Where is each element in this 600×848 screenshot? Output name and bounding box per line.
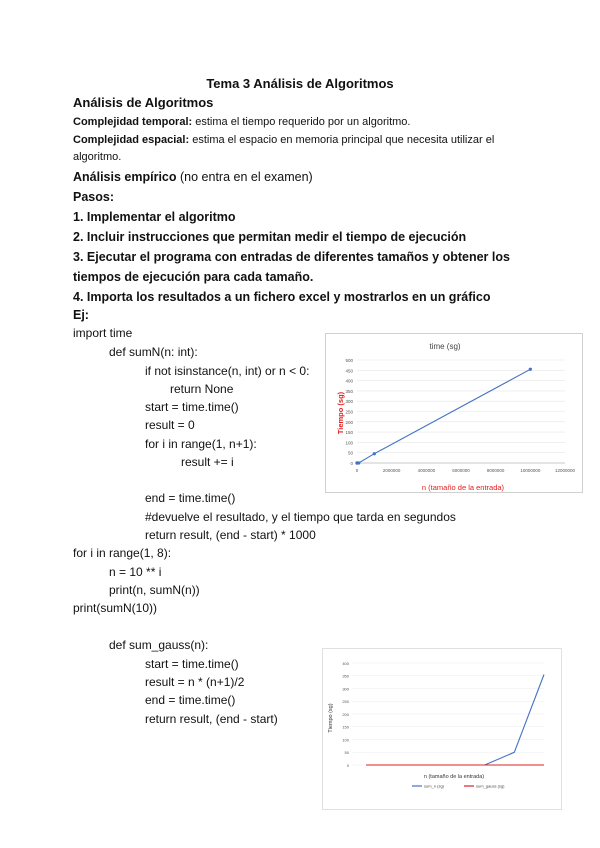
step-3-cont: tiempos de ejecución para cada tamaño. (73, 270, 314, 284)
chart-1-ylabel: Tiempo (sg) (336, 391, 345, 435)
chart-1-xtick: 6000000 (452, 468, 470, 473)
code-line: return None (170, 382, 234, 396)
chart-1-ytick: 300 (345, 399, 353, 405)
chart-1-ytick: 100 (345, 440, 353, 446)
chart-2-ytick: 150 (342, 724, 349, 730)
ej-label: Ej: (73, 308, 89, 322)
espacial-desc: estima el espacio en memoria principal que necesita utilizar el (192, 134, 495, 146)
code-line: #devuelve el resultado, y el tiempo que tarda en segundos (145, 510, 456, 524)
chart-2-ytick: 400 (342, 660, 349, 666)
step-1: 1. Implementar el algoritmo (73, 210, 236, 224)
chart-1-ytick: 150 (345, 430, 353, 436)
code-line: result = 0 (145, 418, 195, 432)
pasos-label: Pasos: (73, 190, 114, 204)
chart-1-xtick: 8000000 (486, 468, 505, 473)
empirico-bold: Análisis empírico (73, 170, 177, 184)
chart-1-xtick: 2000000 (382, 468, 401, 473)
chart-1-point (373, 452, 376, 455)
espacial-line (73, 134, 494, 146)
code-line: def sum_gauss(n): (109, 638, 209, 652)
code-line: if not isinstance(n, int) or n < 0: (145, 364, 310, 378)
chart-2-ytick: 200 (342, 711, 349, 717)
chart-time-vs-n (325, 333, 583, 493)
code-line: def sumN(n: int): (109, 345, 198, 359)
code-line: start = time.time() (145, 400, 239, 414)
code-line: for i in range(1, n+1): (145, 437, 257, 451)
chart-2-svg (322, 648, 562, 810)
chart-1-ytick: 350 (345, 388, 353, 394)
chart-2-ytick: 250 (342, 699, 349, 705)
code-line: result = n * (n+1)/2 (145, 675, 245, 689)
code-line: import time (73, 326, 133, 340)
chart-2-ylabel: Tiempo (sg) (328, 703, 334, 733)
code-line: print(sumN(10)) (73, 601, 158, 615)
chart-2-legend-label: sum_gauss (sg) (476, 783, 505, 789)
code-line: for i in range(1, 8): (73, 546, 172, 560)
step-4: 4. Importa los resultados a un fichero excel y mostrarlos en un gráfico (73, 290, 491, 304)
chart-1-ytick: 450 (345, 368, 353, 374)
section-heading: Análisis de Algoritmos (73, 95, 214, 110)
chart-sum-comparison (322, 648, 562, 810)
chart-1-xlabel: n (tamaño de la entrada) (421, 483, 505, 492)
code-line: start = time.time() (145, 657, 239, 671)
chart-1-title: time (sg) (429, 342, 461, 351)
chart-1-xtick: 12000000 (554, 468, 576, 473)
empirico-note: (no entra en el examen) (180, 170, 313, 184)
chart-1-ytick: 250 (345, 409, 353, 415)
chart-2-ytick: 0 (346, 762, 349, 768)
empirico-line (73, 170, 313, 184)
chart-2-ytick: 300 (342, 686, 349, 692)
espacial-term: Complejidad espacial: (73, 134, 190, 146)
code-line: result += i (181, 455, 234, 469)
chart-2-xlabel: n (tamaño de la entrada) (423, 774, 485, 780)
chart-2-ytick: 350 (342, 673, 349, 679)
chart-1-ytick: 500 (345, 358, 353, 363)
chart-1-ytick: 0 (350, 461, 353, 466)
temporal-line (73, 116, 410, 128)
code-line: return result, (end - start) * 1000 (145, 528, 316, 542)
chart-1-svg (325, 333, 583, 493)
chart-1-xtick: 10000000 (520, 468, 541, 473)
step-2: 2. Incluir instrucciones que permitan medir el tiempo de ejecución (73, 230, 467, 244)
step-3: 3. Ejecutar el programa con entradas de diferentes tamaños y obtener los (73, 250, 510, 264)
chart-1-xtick: 0 (355, 468, 359, 473)
code-line: print(n, sumN(n)) (109, 583, 200, 597)
chart-2-legend-label: sum_n (sg) (424, 783, 445, 789)
code-line: return result, (end - start) (145, 712, 278, 726)
chart-1-ytick: 50 (347, 450, 353, 456)
page-title: Tema 3 Análisis de Algoritmos (206, 76, 394, 91)
code-line: end = time.time() (145, 491, 236, 505)
chart-1-ytick: 400 (345, 378, 353, 384)
chart-2-ytick: 100 (342, 737, 349, 743)
chart-2-ytick: 50 (344, 750, 349, 756)
chart-1-point (529, 368, 532, 371)
espacial-desc-cont: algoritmo. (73, 151, 122, 163)
code-line: n = 10 ** i (109, 565, 162, 579)
chart-1-point (357, 461, 360, 464)
chart-1-xtick: 4000000 (417, 468, 436, 473)
code-line: end = time.time() (145, 693, 236, 707)
temporal-desc: estima el tiempo requerido por un algoritmo. (195, 116, 411, 128)
chart-1-ytick: 200 (345, 419, 353, 425)
temporal-term: Complejidad temporal: (73, 116, 193, 128)
